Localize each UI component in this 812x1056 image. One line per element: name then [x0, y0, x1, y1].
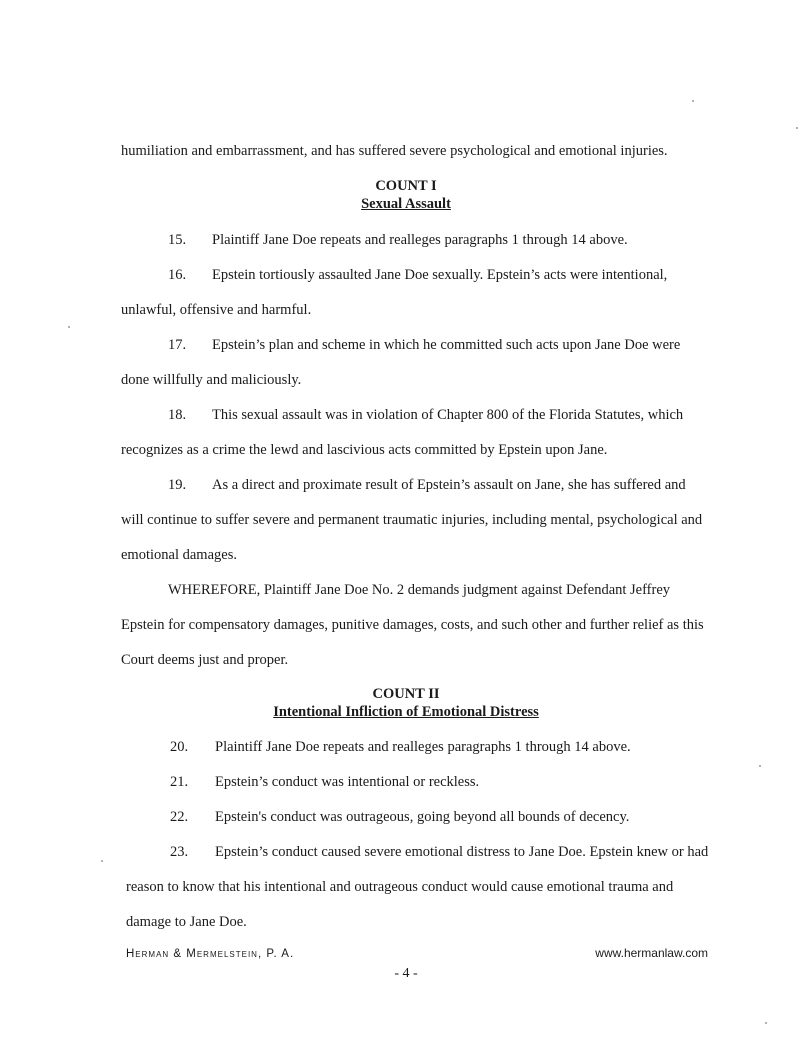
body-line: recognizes as a crime the lewd and lascivious acts committed by Epstein upon Jane. [121, 442, 608, 458]
paragraph-number: 18. [168, 407, 187, 423]
paragraph-number: 17. [168, 337, 187, 353]
body-line: will continue to suffer severe and permanent traumatic injuries, including mental, psychological and [121, 512, 703, 528]
paragraph-number: 15. [168, 232, 187, 248]
scan-speck [101, 860, 103, 862]
footer-firm-name: Herman & Mermelstein, P. A. [126, 948, 295, 960]
body-line: Epstein’s conduct caused severe emotional distress to Jane Doe. Epstein knew or had [215, 844, 709, 860]
body-line: This sexual assault was in violation of Chapter 800 of the Florida Statutes, which [212, 407, 684, 423]
paragraph-number: 22. [170, 809, 189, 825]
paragraph-number: 23. [170, 844, 189, 860]
paragraph-number: 19. [168, 477, 187, 493]
body-line: Epstein's conduct was outrageous, going beyond all bounds of decency. [215, 809, 630, 825]
scan-speck [796, 127, 798, 129]
scan-speck [692, 100, 694, 102]
body-line: Epstein’s conduct was intentional or reckless. [215, 774, 480, 790]
paragraph-number: 20. [170, 739, 189, 755]
body-line: Plaintiff Jane Doe repeats and realleges paragraphs 1 through 14 above. [212, 232, 628, 248]
count-1-subtitle [0, 196, 812, 213]
body-line: damage to Jane Doe. [126, 914, 247, 930]
scan-speck [765, 1022, 767, 1024]
body-line: reason to know that his intentional and outrageous conduct would cause emotional trauma and [126, 879, 674, 895]
footer-website: www.hermanlaw.com [595, 946, 708, 960]
scan-speck [759, 765, 761, 767]
paragraph-number: 21. [170, 774, 189, 790]
scan-speck [68, 326, 70, 328]
body-line: emotional damages. [121, 547, 237, 563]
page-number: - 4 - [394, 966, 418, 981]
body-line: humiliation and embarrassment, and has suffered severe psychological and emotional injuries. [121, 143, 668, 159]
count-1-title: COUNT I [375, 178, 437, 194]
body-line: unlawful, offensive and harmful. [121, 302, 312, 318]
body-line: Epstein tortiously assaulted Jane Doe sexually. Epstein’s acts were intentional, [212, 267, 668, 283]
body-line: Epstein’s plan and scheme in which he committed such acts upon Jane Doe were [212, 337, 681, 353]
count-1-subtitle-text: Sexual Assault [361, 196, 451, 212]
body-line: As a direct and proximate result of Epstein’s assault on Jane, she has suffered and [212, 477, 686, 493]
paragraph-number: 16. [168, 267, 187, 283]
body-line: Plaintiff Jane Doe repeats and realleges paragraphs 1 through 14 above. [215, 739, 631, 755]
body-line: WHEREFORE, Plaintiff Jane Doe No. 2 demands judgment against Defendant Jeffrey [168, 582, 671, 598]
count-2-title: COUNT II [372, 686, 440, 702]
body-line: done willfully and maliciously. [121, 372, 302, 388]
count-2-subtitle-text: Intentional Infliction of Emotional Distress [273, 704, 539, 720]
count-2-subtitle [0, 704, 812, 721]
body-line: Epstein for compensatory damages, punitive damages, costs, and such other and further relief as this [121, 617, 704, 633]
body-line: Court deems just and proper. [121, 652, 289, 668]
